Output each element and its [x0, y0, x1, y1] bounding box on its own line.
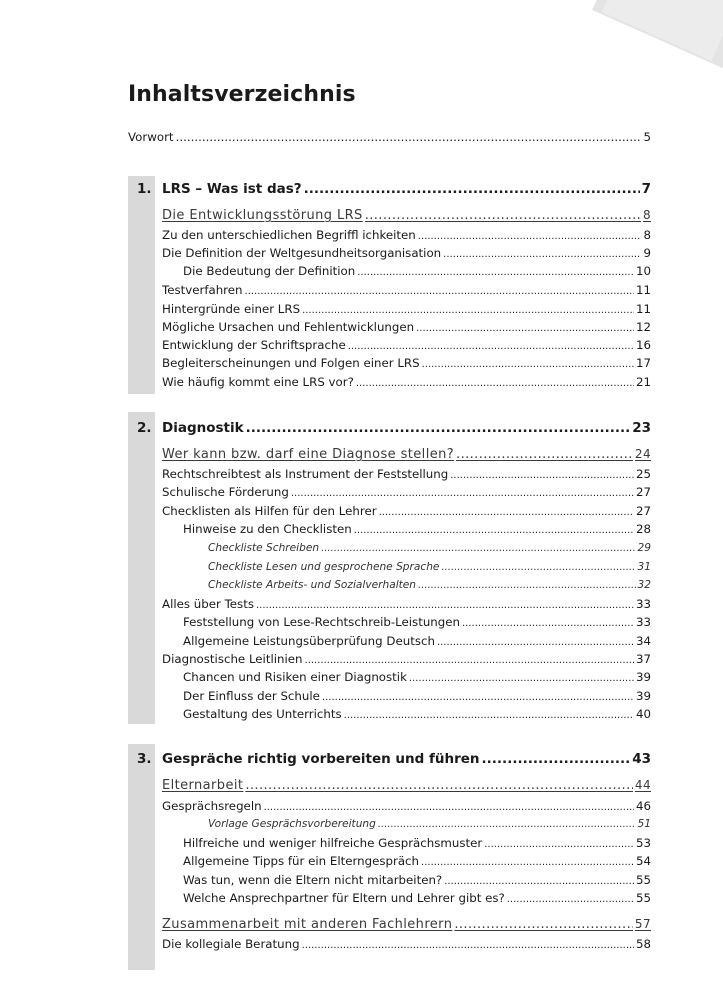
toc-entry[interactable]: Rechtschreibtest als Instrument der Feststellung ..... 25: [162, 467, 651, 481]
chapter-1-heading[interactable]: LRS – Was ist das? ..... 7: [162, 181, 651, 197]
toc-subentry[interactable]: Der Einfluss der Schule ..... 39: [183, 689, 651, 703]
chapter-3-heading[interactable]: Gespräche richtig vorbereiten und führen ..... 43: [162, 751, 651, 767]
toc-subentry[interactable]: Hinweise zu den Checklisten ..... 28: [183, 522, 651, 536]
toc-checklist-entry[interactable]: Checkliste Schreiben ..... 29: [208, 542, 651, 554]
toc-checklist-entry[interactable]: Checkliste Arbeits- und Sozialverhalten ..... 32: [208, 579, 651, 591]
toc-section[interactable]: Die Entwicklungsstörung LRS ..... 8: [162, 208, 651, 223]
chapter-1-number: 1.: [137, 181, 152, 197]
toc-entry[interactable]: Zu den unterschiedlichen Begriffl ichkeiten ..... 8: [162, 228, 651, 242]
toc-entry[interactable]: Checklisten als Hilfen für den Lehrer ..... 27: [162, 504, 651, 518]
page-corner-fold: [602, 0, 723, 61]
chapter-2-heading[interactable]: Diagnostik ..... 23: [162, 420, 651, 436]
toc-entry[interactable]: Schulische Förderung ..... 27: [162, 485, 651, 499]
toc-section[interactable]: Wer kann bzw. darf eine Diagnose stellen? ..... 24: [162, 447, 651, 462]
toc-subentry[interactable]: Allgemeine Leistungsüberprüfung Deutsch ..... 34: [183, 634, 651, 648]
toc-subentry[interactable]: Welche Ansprechpartner für Eltern und Lehrer gibt es? ..... 55: [183, 891, 651, 905]
toc-entry[interactable]: Testverfahren ..... 11: [162, 283, 651, 297]
toc-subentry[interactable]: Allgemeine Tipps für ein Elterngespräch ..... 54: [183, 854, 651, 868]
chapter-3-bar: [128, 744, 155, 970]
toc-section[interactable]: Zusammenarbeit mit anderen Fachlehrern ..... 57: [162, 917, 651, 932]
toc-checklist-entry[interactable]: Checkliste Lesen und gesprochene Sprache ..... 31: [208, 561, 651, 573]
toc-subentry[interactable]: Chancen und Risiken einer Diagnostik ..... 39: [183, 670, 651, 684]
toc-entry[interactable]: Die Definition der Weltgesundheitsorganisation ..... 9: [162, 246, 651, 260]
toc-entry[interactable]: Begleiterscheinungen und Folgen einer LRS ..... 17: [162, 356, 651, 370]
toc-subentry[interactable]: Gestaltung des Unterrichts ..... 40: [183, 707, 651, 721]
chapter-2-number: 2.: [137, 420, 152, 436]
toc-section[interactable]: Elternarbeit ..... 44: [162, 778, 651, 793]
toc-entry[interactable]: Gesprächsregeln ..... 46: [162, 799, 651, 813]
toc-entry[interactable]: Entwicklung der Schriftsprache ..... 16: [162, 338, 651, 352]
toc-entry[interactable]: Mögliche Ursachen und Fehlentwicklungen ..... 12: [162, 320, 651, 334]
toc-subentry[interactable]: Hilfreiche und weniger hilfreiche Gesprächsmuster ..... 53: [183, 836, 651, 850]
chapter-2-bar: [128, 412, 155, 724]
toc-subentry[interactable]: Feststellung von Lese-Rechtschreib-Leistungen ..... 33: [183, 615, 651, 629]
page-title: Inhaltsverzeichnis: [128, 82, 356, 107]
toc-entry[interactable]: Alles über Tests ..... 33: [162, 597, 651, 611]
toc-entry[interactable]: Die kollegiale Beratung ..... 58: [162, 937, 651, 951]
chapter-1-bar: [128, 176, 155, 394]
toc-entry[interactable]: Wie häufig kommt eine LRS vor? ..... 21: [162, 375, 651, 389]
toc-entry[interactable]: Hintergründe einer LRS ..... 11: [162, 302, 651, 316]
chapter-3-number: 3.: [137, 751, 152, 767]
toc-entry-vorwort[interactable]: Vorwort ..... 5: [128, 130, 651, 144]
toc-checklist-entry[interactable]: Vorlage Gesprächsvorbereitung ..... 51: [208, 818, 651, 830]
toc-entry[interactable]: Diagnostische Leitlinien ..... 37: [162, 652, 651, 666]
toc-subentry[interactable]: Die Bedeutung der Definition ..... 10: [183, 264, 651, 278]
toc-subentry[interactable]: Was tun, wenn die Eltern nicht mitarbeiten? ..... 55: [183, 873, 651, 887]
